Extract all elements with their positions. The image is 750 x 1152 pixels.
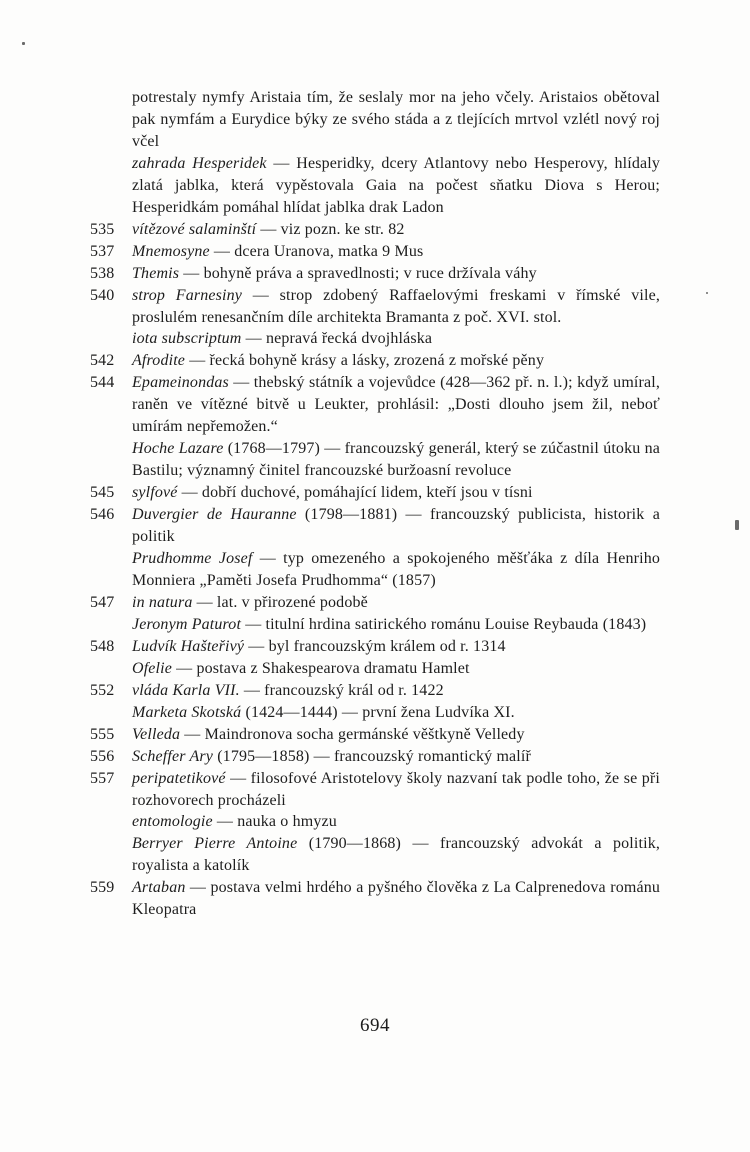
note-text: — dobří duchové, pomáhající lidem, kteří jsou v tísni <box>177 484 533 502</box>
note-entry <box>90 768 660 812</box>
note-term: Artaban <box>132 879 186 897</box>
note-text: (1790—1868) — francouzský advokát a politik, royalista a katolík <box>132 835 660 875</box>
notes-list <box>90 87 660 921</box>
note-term: Epameinondas <box>132 374 229 392</box>
page-reference: 548 <box>90 637 115 655</box>
note-entry <box>90 658 660 680</box>
note-entry <box>90 438 660 482</box>
note-term: Marketa Skotská <box>132 703 242 721</box>
page-reference: 542 <box>90 352 115 370</box>
note-term: vítězové salaminští <box>132 220 257 238</box>
note-term: Scheffer Ary <box>132 747 214 765</box>
note-term: sylfové <box>132 484 178 502</box>
note-text: — bohyně práva a spravedlnosti; v ruce držívala váhy <box>179 264 537 282</box>
note-text: (1768—1797) — francouzský generál, který se zúčastnil útoku na Bastilu; významný činitel francouzské buržoasní revoluce <box>132 440 660 480</box>
note-text: — Hesperidky, dcery Atlantovy nebo Hesperovy, hlídaly zlatá jablka, která vypěstovala Gaia na počest sňatku Diova s Herou; Hesperidkám pomáhal hlídat jablka drak Ladon <box>132 154 660 216</box>
note-term: peripatetikové <box>132 769 226 787</box>
note-entry <box>90 877 660 921</box>
note-text: (1424—1444) — první žena Ludvíka XI. <box>241 703 515 721</box>
note-term: iota subscriptum <box>132 330 242 348</box>
note-term: Prudhomme Josef <box>132 550 253 568</box>
note-entry <box>90 350 660 372</box>
note-entry <box>90 219 660 241</box>
page-number: 694 <box>360 1015 390 1036</box>
note-text: potrestaly nymfy Aristaia tím, že seslaly mor na jeho včely. Aristaios obětoval pak nymfám a Eurydice býky ze svého stáda a z tlejících mrtvol vzlétl nový roj včel <box>132 89 660 150</box>
page-reference: 535 <box>90 220 115 238</box>
note-term: Ofelie <box>132 659 172 677</box>
note-text: — lat. v přirozené podobě <box>192 593 368 611</box>
note-text: — francouzský král od r. 1422 <box>239 681 444 699</box>
note-entry <box>90 285 660 329</box>
note-text: — řecká bohyně krásy a lásky, zrozená z mořské pěny <box>185 352 545 370</box>
note-text: — filosofové Aristotelovy školy nazvaní tak podle toho, že se při rozhovorech procházeli <box>132 769 660 809</box>
page-reference: 556 <box>90 747 115 765</box>
note-text: — Maindronova socha germánské věštkyně Velledy <box>180 725 525 743</box>
note-term: Mnemosyne <box>132 242 210 260</box>
note-term: Hoche Lazare <box>132 440 224 458</box>
note-text: — postava z Shakespearova dramatu Hamlet <box>172 659 470 677</box>
page-reference: 557 <box>90 769 115 787</box>
note-entry <box>90 328 660 350</box>
note-term: in natura <box>132 593 193 611</box>
note-text: — byl francouzským králem od r. 1314 <box>244 637 506 655</box>
note-term: vláda Karla VII. <box>132 681 240 699</box>
note-text: — nepravá řecká dvojhláska <box>241 330 433 348</box>
page-reference: 545 <box>90 484 115 502</box>
note-term: entomologie <box>132 813 213 831</box>
note-term: strop Farnesiny <box>132 286 243 304</box>
note-text: — dcera Uranova, matka 9 Mus <box>209 242 424 260</box>
page-reference: 538 <box>90 264 115 282</box>
note-term: Themis <box>132 264 180 282</box>
note-entry <box>90 372 660 438</box>
page-reference: 559 <box>90 879 115 897</box>
page-reference: 537 <box>90 242 115 260</box>
scan-speck <box>735 520 739 530</box>
note-text: — nauka o hmyzu <box>212 813 337 831</box>
page-reference: 552 <box>90 681 115 699</box>
note-entry <box>90 153 660 219</box>
note-entry <box>90 482 660 504</box>
note-text: (1798—1881) — francouzský publicista, historik a politik <box>132 506 660 546</box>
note-entry <box>90 811 660 833</box>
note-text: — viz pozn. ke str. 82 <box>256 220 405 238</box>
note-entry <box>90 614 660 636</box>
note-text: — strop zdobený Raffaelovými freskami v římské vile, proslulém renesančním díle architekta Bramanta z poč. XVI. stol. <box>132 286 660 326</box>
note-text: — postava velmi hrdého a pyšného člověka z La Calprenedova románu Kleopatra <box>132 879 660 919</box>
note-term: Velleda <box>132 725 181 743</box>
note-entry <box>90 724 660 746</box>
note-entry <box>90 592 660 614</box>
note-term: Ludvík Hašteřivý <box>132 637 245 655</box>
page-reference: 547 <box>90 593 115 611</box>
page-reference: 544 <box>90 374 115 392</box>
note-entry <box>90 263 660 285</box>
note-entry <box>90 504 660 548</box>
page-reference: 546 <box>90 506 115 524</box>
note-term: Duvergier de Hauranne <box>132 506 297 524</box>
note-text: — typ omezeného a spokojeného měšťáka z díla Henriho Monniera „Paměti Josefa Prudhomma“ (1857) <box>132 550 660 589</box>
note-entry <box>90 833 660 877</box>
note-entry <box>90 636 660 658</box>
note-entry <box>90 680 660 702</box>
page-reference: 555 <box>90 725 115 743</box>
note-entry <box>90 241 660 263</box>
note-text: (1795—1858) — francouzský romantický malíř <box>213 747 531 765</box>
note-term: Jeronym Paturot <box>132 615 242 633</box>
note-term: Berryer Pierre Antoine <box>132 835 298 853</box>
note-entry <box>90 548 660 592</box>
note-term: Afrodite <box>132 352 186 370</box>
note-entry <box>90 87 660 153</box>
note-term: zahrada Hesperidek <box>132 154 267 172</box>
page-reference: 540 <box>90 286 115 304</box>
scan-speck <box>22 42 25 45</box>
scan-speck <box>706 292 708 294</box>
note-text: — titulní hrdina satirického románu Louise Reybauda (1843) <box>241 615 647 633</box>
note-entry <box>90 746 660 768</box>
note-text: — thebský státník a vojevůdce (428—362 př. n. l.); když umíral, raněn ve vítězné bitvě u Leukter, prohlásil: „Dosti dlouho jsem žil, neboť umírám nepřemožen.“ <box>132 374 660 436</box>
note-entry <box>90 702 660 724</box>
